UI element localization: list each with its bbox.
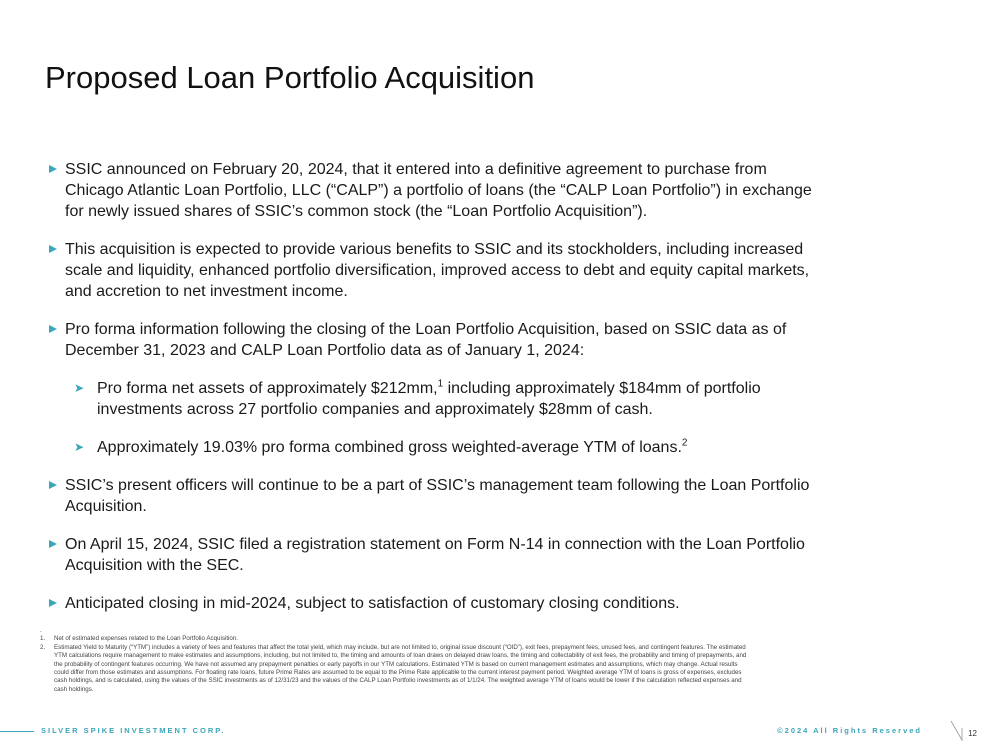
- footer-copyright: ©2024 All Rights Reserved: [777, 726, 922, 735]
- bullet-line: December 31, 2023 and CALP Loan Portfolio data as of January 1, 2024:: [65, 342, 585, 359]
- footnote-line: cash holdings.: [54, 685, 94, 693]
- sub-bullet-text: including approximately $184mm of portfolio: [443, 380, 761, 397]
- sub-bullet-text: Pro forma net assets of approximately $212mm,: [97, 380, 438, 397]
- bullet-line: SSIC announced on February 20, 2024, that it entered into a definitive agreement to purchase from: [65, 161, 767, 178]
- footer-company: SILVER SPIKE INVESTMENT CORP.: [41, 726, 226, 735]
- footnote-item: [40, 635, 892, 643]
- footnote-item: [40, 644, 892, 694]
- triangle-bullet-icon: [49, 540, 57, 548]
- triangle-bullet-icon: [49, 165, 57, 173]
- bullet-line: Pro forma information following the closing of the Loan Portfolio Acquisition, based on SSIC data as of: [65, 321, 787, 338]
- footnote-line: Net of estimated expenses related to the Loan Portfolio Acquisition.: [54, 635, 239, 643]
- footnote-line: could differ from those estimates and assumptions. For floating rate loans, future Prime Rates are assumed to be equal to the Prime Rate applicable to the current interest payment period. Weighted average YTM of loans is gross of expenses, excludes: [54, 669, 742, 677]
- bullet-line: Acquisition.: [65, 498, 147, 515]
- footnote-ref: 1: [437, 378, 444, 390]
- triangle-bullet-icon: [49, 599, 57, 607]
- footer-accent-line: [0, 731, 34, 732]
- footnote-number: 2.: [40, 643, 46, 651]
- footnote-line: Estimated Yield to Maturity (“YTM”) includes a variety of fees and features that affect the total yield, which may include, but are not limited to, original issue discount (“OID”), exit fees, prepayment fees, unused fees, and contingent features. The estimated: [54, 643, 746, 651]
- sub-bullet-line: [97, 378, 919, 399]
- footnote-line: cash holdings, and is calculated, using the values of the SSIC investments as of 12/31/23 and the values of the CALP Loan Portfolio investments as of 1/1/24. The weighted average YTM of loans would be lower if the calculation reflected expenses and: [54, 677, 742, 685]
- footnote-line: YTM calculations require management to make estimates and assumptions, including, but not limited to, the timing and amounts of loan draws on delayed draw loans, the timing and collectability of exit fees, the probability and timing of prepayments, and: [54, 652, 747, 660]
- triangle-bullet-icon: [49, 325, 57, 333]
- footnote-number: 1.: [40, 635, 46, 643]
- chevron-right-icon: ➤: [74, 381, 85, 395]
- bullet-item: [49, 475, 919, 517]
- footnotes: [40, 627, 892, 694]
- bullet-line: This acquisition is expected to provide various benefits to SSIC and its stockholders, including increased: [65, 241, 804, 258]
- bullet-line: SSIC’s present officers will continue to be a part of SSIC’s management team following the Loan Portfolio: [65, 477, 810, 494]
- footnote-ref: 2: [681, 437, 688, 449]
- sub-bullet-line: investments across 27 portfolio companies and approximately $28mm of cash.: [97, 401, 653, 418]
- corner-slash-icon: [950, 720, 964, 742]
- bullet-item: [49, 159, 919, 222]
- sub-bullet-text: Approximately 19.03% pro forma combined gross weighted-average YTM of loans.: [97, 439, 682, 456]
- bullet-list: [49, 159, 919, 614]
- page-number: 12: [968, 729, 977, 738]
- bullet-line: for newly issued shares of SSIC’s common stock (the “Loan Portfolio Acquisition”).: [65, 203, 648, 220]
- bullet-item: [49, 239, 919, 302]
- bullet-line: Acquisition with the SEC.: [65, 557, 244, 574]
- sub-bullet-line: [97, 437, 919, 458]
- sub-bullet-item: [49, 437, 919, 458]
- bullet-line: and accretion to net investment income.: [65, 283, 348, 300]
- triangle-bullet-icon: [49, 481, 57, 489]
- chevron-right-icon: ➤: [74, 440, 85, 454]
- footnote-marker: .: [40, 627, 42, 634]
- bullet-item: [49, 593, 919, 614]
- page-title: Proposed Loan Portfolio Acquisition: [45, 60, 535, 95]
- triangle-bullet-icon: [49, 245, 57, 253]
- bullet-item: [49, 534, 919, 576]
- bullet-line: On April 15, 2024, SSIC filed a registration statement on Form N-14 in connection with the Loan Portfolio: [65, 536, 805, 553]
- sub-bullet-item: [49, 378, 919, 420]
- bullet-line: Anticipated closing in mid-2024, subject to satisfaction of customary closing conditions.: [65, 595, 680, 612]
- bullet-item: [49, 319, 919, 361]
- bullet-line: Chicago Atlantic Loan Portfolio, LLC (“CALP”) a portfolio of loans (the “CALP Loan Portfolio”) in exchange: [65, 182, 812, 199]
- bullet-line: scale and liquidity, enhanced portfolio diversification, improved access to debt and equity capital markets,: [65, 262, 810, 279]
- footnote-line: the probability of contingent features occurring. We have not assumed any prepayment penalties or early payoffs in our YTM calculations. Estimated YTM is based on current management estimates and assumptions, which may change. Actual results: [54, 660, 738, 668]
